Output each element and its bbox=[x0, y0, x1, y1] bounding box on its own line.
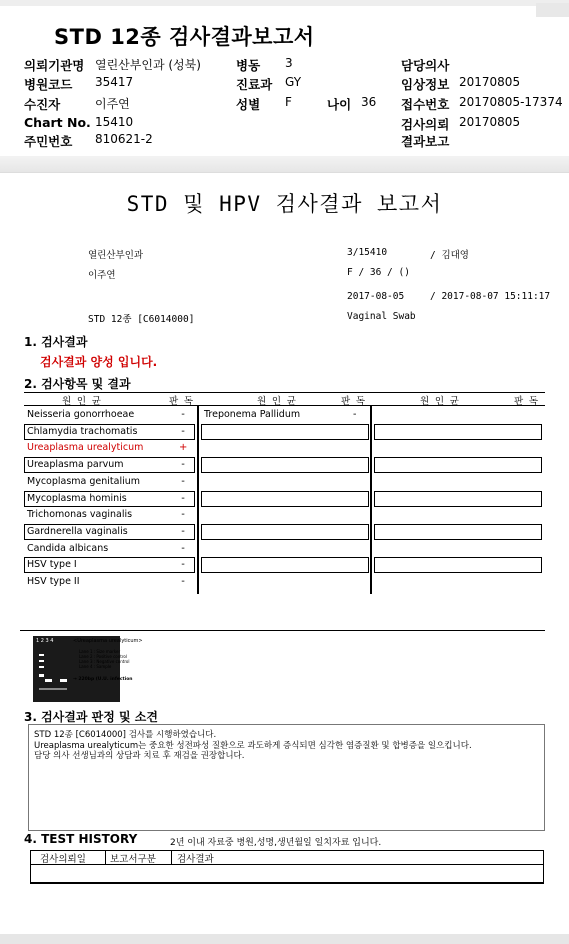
col3-pathogen-head: 원 인 균 bbox=[420, 396, 459, 407]
history-col-date-label: 검사의뢰일 bbox=[40, 854, 86, 865]
sex-value: F bbox=[285, 95, 292, 109]
negative-result: - bbox=[181, 475, 185, 487]
empty-result-box bbox=[374, 491, 542, 507]
history-col-type-label: 보고서구분 bbox=[110, 854, 156, 865]
treponema-label: Treponema Pallidum bbox=[204, 409, 301, 420]
patient-value: 이주연 bbox=[95, 97, 130, 111]
doc-title: STD 및 HPV 검사결과 보고서 bbox=[126, 192, 443, 216]
negative-result: - bbox=[181, 542, 185, 554]
page-separator bbox=[0, 156, 569, 173]
negative-result: - bbox=[181, 525, 185, 537]
pathogen-name: HSV type II bbox=[27, 576, 80, 587]
empty-result-box bbox=[201, 457, 369, 473]
chart-value: 15410 bbox=[95, 115, 134, 129]
gel-image bbox=[33, 636, 120, 702]
meta-id: 3/15410 bbox=[347, 247, 388, 258]
ladder-band bbox=[39, 674, 44, 677]
pathogen-name: Ureaplasma urealyticum bbox=[27, 442, 144, 454]
empty-result-box bbox=[201, 424, 369, 440]
empty-result-box bbox=[201, 524, 369, 540]
negative-result: - bbox=[181, 559, 185, 571]
patient-label: 수진자 bbox=[24, 97, 61, 112]
gel-caption: <Ureaplasma urealyticum> bbox=[73, 638, 143, 644]
pathogen-name: Mycoplasma genitalium bbox=[27, 475, 141, 487]
ladder-band bbox=[39, 660, 44, 662]
ladder-band bbox=[39, 666, 44, 668]
gel-legend-line: Lane 3 : Negative control bbox=[79, 659, 130, 664]
empty-result-box bbox=[374, 424, 542, 440]
pathogen-name: Ureaplasma parvum bbox=[27, 459, 124, 471]
primer-dimer bbox=[39, 688, 67, 690]
pathogen-name: Neisseria gonorrhoeae bbox=[27, 409, 135, 420]
history-note: 2년 이내 자료중 병원,성명,생년월일 일치자료 입니다. bbox=[170, 838, 382, 848]
empty-result-box bbox=[201, 491, 369, 507]
pathogen-name: HSV type I bbox=[27, 559, 77, 571]
ward-label: 병동 bbox=[236, 58, 261, 73]
doctor-label: 담당의사 bbox=[401, 58, 450, 73]
age-label: 나이 bbox=[327, 97, 352, 112]
pathogen-name: Gardnerella vaginalis bbox=[27, 525, 128, 537]
gel-legend-line: Lane 4 : Sample bbox=[79, 664, 112, 669]
top-strip bbox=[0, 0, 569, 6]
clinical-label: 임상정보 bbox=[401, 77, 450, 92]
history-col-type bbox=[105, 851, 172, 865]
negative-result: - bbox=[181, 576, 185, 587]
receipt-label: 접수번호 bbox=[401, 97, 450, 112]
chart-label: Chart No. bbox=[24, 115, 91, 130]
meta-sex-age: F / 36 / () bbox=[347, 267, 410, 278]
col-divider-1 bbox=[197, 406, 199, 594]
negative-result: - bbox=[181, 409, 185, 420]
hospcode-label: 병원코드 bbox=[24, 77, 73, 92]
opinion-line: Ureaplasma urealyticum는 중요한 성전파성 질환으로 과도하게 증식되면 심각한 염증질환 및 합병증을 일으킵니다. bbox=[34, 740, 472, 751]
col3-result-head: 판 독 bbox=[514, 396, 539, 407]
result-report-label: 결과보고 bbox=[401, 134, 450, 149]
age-value: 36 bbox=[361, 95, 377, 109]
corner-tab bbox=[536, 3, 569, 17]
empty-result-box bbox=[374, 557, 542, 573]
col2-header bbox=[199, 392, 372, 406]
history-col-result bbox=[171, 851, 544, 865]
request-label: 검사의뢰 bbox=[401, 117, 450, 132]
empty-result-box bbox=[374, 524, 542, 540]
history-col-date bbox=[31, 851, 105, 865]
meta-patient: 이주연 bbox=[88, 270, 116, 281]
ward-value: 3 bbox=[285, 56, 293, 70]
org-label: 의뢰기관명 bbox=[24, 58, 85, 73]
positive-band bbox=[45, 679, 52, 682]
col1-header bbox=[24, 392, 199, 406]
bottom-strip bbox=[0, 934, 569, 944]
meta-doctor: / 김대영 bbox=[430, 250, 469, 261]
negative-result: - bbox=[181, 492, 185, 504]
pathogen-name: Candida albicans bbox=[27, 542, 109, 554]
col-divider-2 bbox=[370, 406, 372, 594]
pathogen-name: Trichomonas vaginalis bbox=[27, 509, 133, 521]
col1-result-head: 판 독 bbox=[169, 396, 194, 407]
hospcode-value: 35417 bbox=[95, 75, 134, 89]
receipt-value: 20170805-17374 bbox=[459, 95, 563, 109]
section1-title: 1. 검사결과 bbox=[24, 335, 88, 349]
meta-specimen: Vaginal Swab bbox=[347, 311, 416, 322]
meta-hospital: 열린산부인과 bbox=[88, 250, 144, 261]
opinion-line: STD 12종 [C6014000] 검사를 시행하였습니다. bbox=[34, 730, 217, 740]
ssn-label: 주민번호 bbox=[24, 134, 73, 149]
empty-result-box bbox=[201, 557, 369, 573]
empty-result-box bbox=[374, 457, 542, 473]
org-value: 열린산부인과 (성북) bbox=[95, 58, 201, 72]
col2-result-head: 판 독 bbox=[341, 396, 366, 407]
col1-pathogen-head: 원 인 균 bbox=[62, 396, 101, 407]
opinion-text bbox=[34, 730, 472, 762]
gel-band-label: → 220bp (U.U. infection bbox=[73, 677, 133, 682]
opinion-line: 담당 의사 선생님과의 상담과 치료 후 재검을 권장합니다. bbox=[34, 751, 245, 761]
col2-pathogen-head: 원 인 균 bbox=[257, 396, 296, 407]
col3-header bbox=[372, 392, 545, 406]
pathogen-name: Chlamydia trachomatis bbox=[27, 425, 138, 437]
negative-result: - bbox=[181, 509, 185, 521]
sex-label: 성별 bbox=[236, 97, 261, 112]
gel-legend bbox=[79, 649, 129, 669]
history-col-result-label: 검사결과 bbox=[177, 854, 214, 865]
gel-legend-line: Lane 1 : Size marker bbox=[79, 649, 121, 654]
positive-result: + bbox=[179, 442, 188, 454]
result-text: 검사결과 양성 입니다. bbox=[40, 355, 158, 369]
negative-result: - bbox=[181, 459, 185, 471]
sample-band bbox=[60, 679, 67, 682]
ssn-value: 810621-2 bbox=[95, 132, 153, 146]
gel-legend-line: Lane 2 : Positive control bbox=[79, 654, 127, 659]
dept-value: GY bbox=[285, 75, 302, 89]
treponema-result: - bbox=[353, 409, 357, 420]
history-empty-row bbox=[30, 864, 544, 883]
pathogen-name: Mycoplasma hominis bbox=[27, 492, 127, 504]
section4-title: 4. TEST HISTORY bbox=[24, 832, 138, 846]
negative-result: - bbox=[181, 425, 185, 437]
meta-date1: 2017-08-05 bbox=[347, 291, 405, 302]
gel-lanes: 1 2 3 4 bbox=[36, 638, 54, 644]
dept-label: 진료과 bbox=[236, 77, 273, 92]
meta-test-code: STD 12종 [C6014000] bbox=[88, 314, 195, 325]
gel-rule bbox=[20, 630, 545, 631]
clinical-value: 20170805 bbox=[459, 75, 521, 89]
section2-title: 2. 검사항목 및 결과 bbox=[24, 377, 131, 391]
ladder-band bbox=[39, 654, 44, 656]
section3-title: 3. 검사결과 판정 및 소견 bbox=[24, 710, 158, 724]
report-title: STD 12종 검사결과보고서 bbox=[54, 25, 315, 49]
meta-date2: / 2017-08-07 15:11:17 bbox=[430, 291, 551, 302]
request-value: 20170805 bbox=[459, 115, 521, 129]
